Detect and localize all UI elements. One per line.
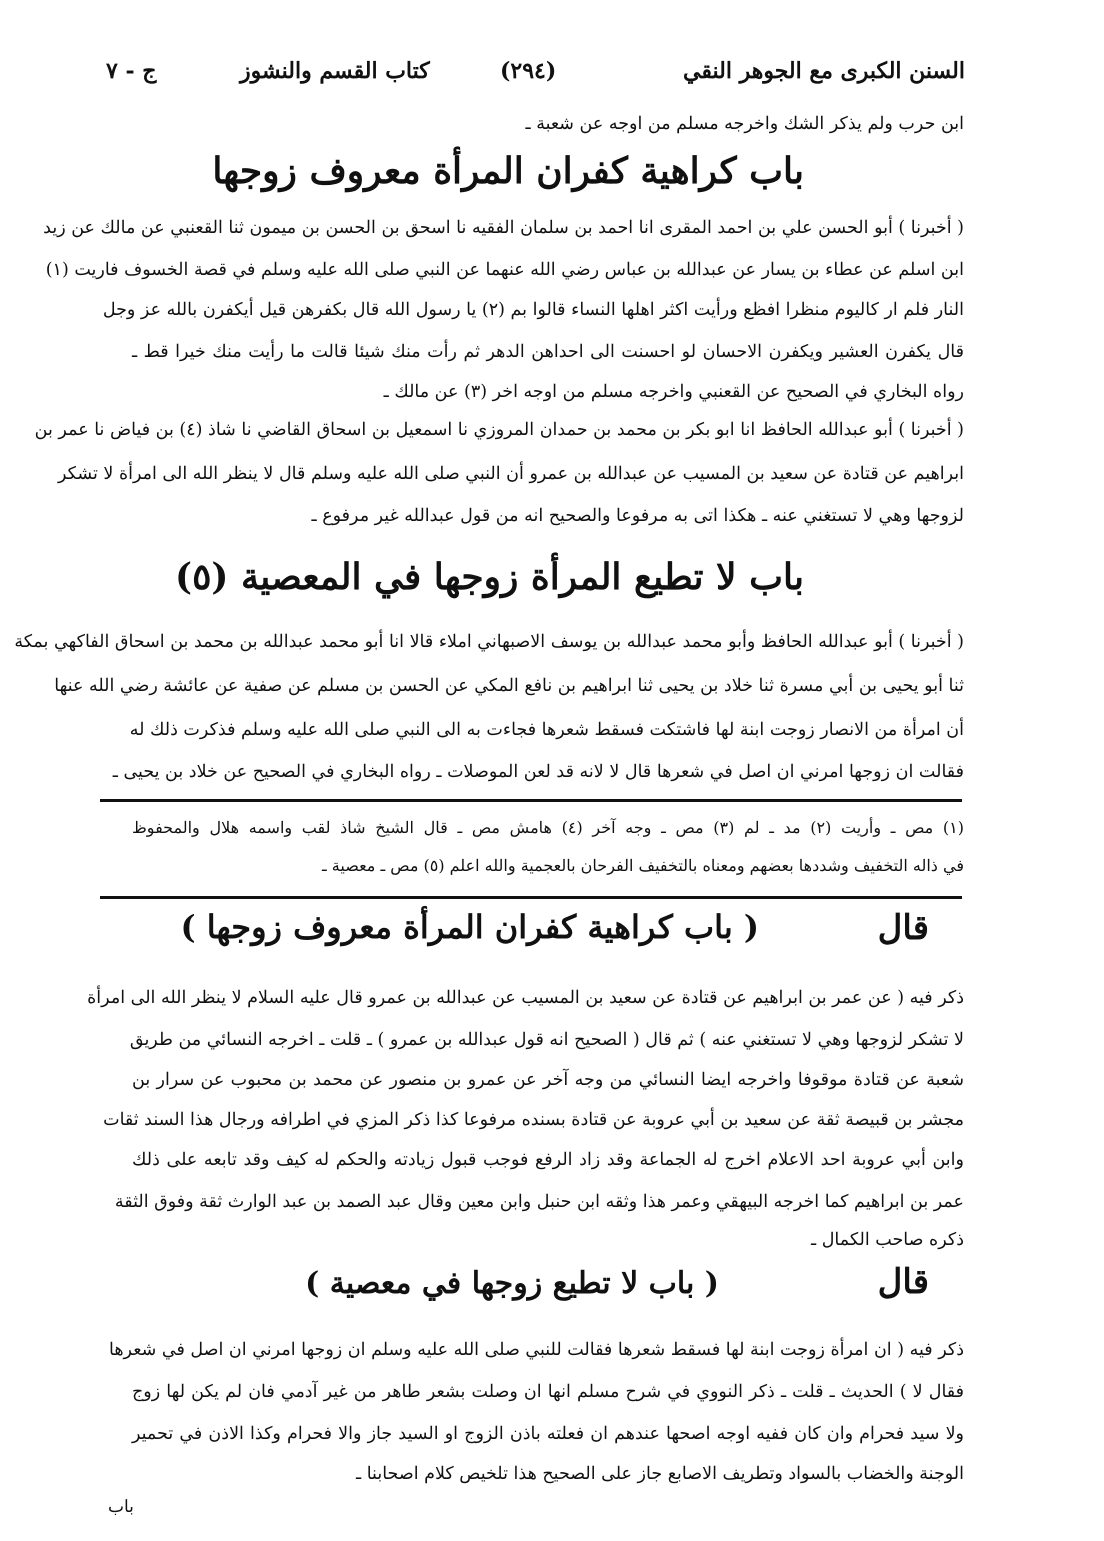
section-title: باب كراهية كفران المرأة معروف زوجها: [212, 150, 804, 192]
footnote-line: (١) مص ـ وأريت (٢) مد ـ لم (٣) مص ـ وجه آخر (٤) هامش مص ـ قال الشيخ شاذ لقب واسمه هلال والمحفوظ: [132, 818, 965, 837]
text-line: ( أخبرنا ) أبو عبدالله الحافظ وأبو محمد عبدالله بن يوسف الاصبهاني املاء قالا انا أبو محمد عبدالله بن محمد بن اسحاق الفاكهي بمكة: [14, 632, 964, 652]
qala-label: قال: [877, 908, 929, 948]
text-line: رواه البخاري في الصحيح عن القعنبي واخرجه مسلم من اوجه اخر (٣) عن مالك ـ: [383, 382, 964, 402]
text-line: أن امرأة من الانصار زوجت ابنة لها فاشتكت فسقط شعرها فجاءت به الى النبي صلى الله عليه وسلم فذكرت ذلك له: [129, 720, 964, 740]
text-line: قال يكفرن العشير ويكفرن الاحسان لو احسنت الى احداهن الدهر ثم رأت منك شيئا قالت ما رأيت منك خيرا قط ـ: [132, 342, 964, 362]
catchword: باب: [108, 1497, 134, 1517]
text-line: لزوجها وهي لا تستغني عنه ـ هكذا اتى به مرفوعا والصحيح انه من قول عبدالله غير مرفوع ـ: [311, 506, 964, 526]
text-line: مجشر بن قبيصة ثقة عن سعيد بن أبي عروبة عن قتادة بسنده مرفوعا كذا ذكر المزي في اطرافه ورجال هذا السند ثقات: [103, 1110, 964, 1130]
text-line: الوجنة والخضاب بالسواد وتطريف الاصابع جاز على الصحيح هذا تلخيص كلام اصحابنا ـ: [356, 1464, 964, 1484]
section-divider: [100, 896, 962, 899]
text-line: ولا سيد فحرام وان كان ففيه اوجه اصحها عندهم ان فعلته باذن الزوج او السيد جاز والا فحرام وكذا الاذن في تحمير: [132, 1424, 964, 1444]
footnote-line: في ذاله التخفيف وشددها بعضهم ومعناه بالتخفيف الفرحان بالعجمية والله اعلم (٥) مص ـ معصية ـ: [322, 856, 964, 875]
qala-label: قال: [877, 1262, 929, 1302]
intro-line: ابن حرب ولم يذكر الشك واخرجه مسلم من اوجه عن شعبة ـ: [525, 114, 964, 134]
running-header: [100, 52, 965, 92]
text-line: شعبة عن قتادة موقوفا واخرجه ايضا النسائي من وجه آخر عن عمرو بن منصور عن محمد بن محبوب عن سرار بن: [132, 1070, 964, 1090]
text-line: ذكر فيه ( ان امرأة زوجت ابنة لها فسقط شعرها فقالت للنبي صلى الله عليه وسلم ان زوجها امرني ان اصل في شعرها: [109, 1340, 964, 1360]
text-line: ذكره صاحب الكمال ـ: [811, 1230, 964, 1250]
commentary-title: ( باب لا تطيع زوجها في معصية ): [305, 1266, 719, 1301]
text-line: النار فلم ار كاليوم منظرا افظع ورأيت اكثر اهلها النساء قالوا بم (٢) يا رسول الله قال بكفرهن قيل أيكفرن بالله عز وجل: [102, 300, 964, 320]
text-line: عمر بن ابراهيم كما اخرجه البيهقي وعمر هذا وثقه ابن حنبل وابن معين وقال عبد الصمد بن عبد الوارث ثقة وفوق الثقة: [114, 1192, 964, 1212]
text-line: ابراهيم عن قتادة عن سعيد بن المسيب عن عبدالله بن عمرو أن النبي صلى الله عليه وسلم قال لا ينظر الله الى امرأة لا تشكر: [58, 464, 964, 484]
chapter-title: كتاب القسم والنشوز: [240, 58, 430, 84]
text-line: لا تشكر لزوجها وهي لا تستغني عنه ) ثم قال ( الصحيح انه قول عبدالله بن عمرو ) ـ قلت ـ اخرجه النسائي من طريق: [129, 1030, 964, 1050]
text-line: وابن أبي عروبة احد الاعلام اخرج له الجماعة وقد زاد الرفع فوجب قبول زيادته والحكم له كيف وقد تابعه على ذلك: [132, 1150, 964, 1170]
text-line: ابن اسلم عن عطاء بن يسار عن عبدالله بن عباس رضي الله عنهما عن النبي صلى الله عليه وسلم في قصة الخسوف فاريت (١): [45, 260, 964, 280]
footnote-divider: [100, 799, 962, 802]
section-title: باب لا تطيع المرأة زوجها في المعصية (٥): [175, 556, 804, 598]
volume-number: ج - ٧: [106, 58, 157, 84]
book-title: السنن الكبرى مع الجوهر النقي: [683, 58, 965, 84]
text-line: ( أخبرنا ) أبو الحسن علي بن احمد المقرى انا احمد بن سلمان الفقيه نا اسحق بن الحسن بن ميمون ثنا القعنبي عن مالك عن زيد: [43, 218, 964, 238]
text-line: ثنا أبو يحيى بن أبي مسرة ثنا خلاد بن يحيى ثنا ابراهيم بن نافع المكي عن الحسن بن مسلم عن صفية عن عائشة رضي الله عنها: [54, 676, 964, 696]
text-line: فقالت ان زوجها امرني ان اصل في شعرها قال لا لانه قد لعن الموصلات ـ رواه البخاري في الصحيح عن خلاد بن يحيى ـ: [112, 762, 964, 782]
text-line: ذكر فيه ( عن عمر بن ابراهيم عن قتادة عن سعيد بن المسيب عن عبدالله بن عمرو قال عليه السلام لا ينظر الله الى امرأة: [87, 988, 964, 1008]
text-line: ( أخبرنا ) أبو عبدالله الحافظ انا ابو بكر بن محمد بن حمدان المروزي نا اسمعيل بن اسحاق القاضي نا شاذ (٤) بن فياض نا عمر بن: [34, 420, 964, 440]
commentary-title: ( باب كراهية كفران المرأة معروف زوجها ): [180, 908, 759, 946]
text-line: فقال لا ) الحديث ـ قلت ـ ذكر النووي في شرح مسلم انها ان وصلت بشعر طاهر من غير آدمي فان لم يكن لها زوج: [132, 1382, 964, 1402]
page-number: (٢٩٤): [500, 58, 557, 84]
